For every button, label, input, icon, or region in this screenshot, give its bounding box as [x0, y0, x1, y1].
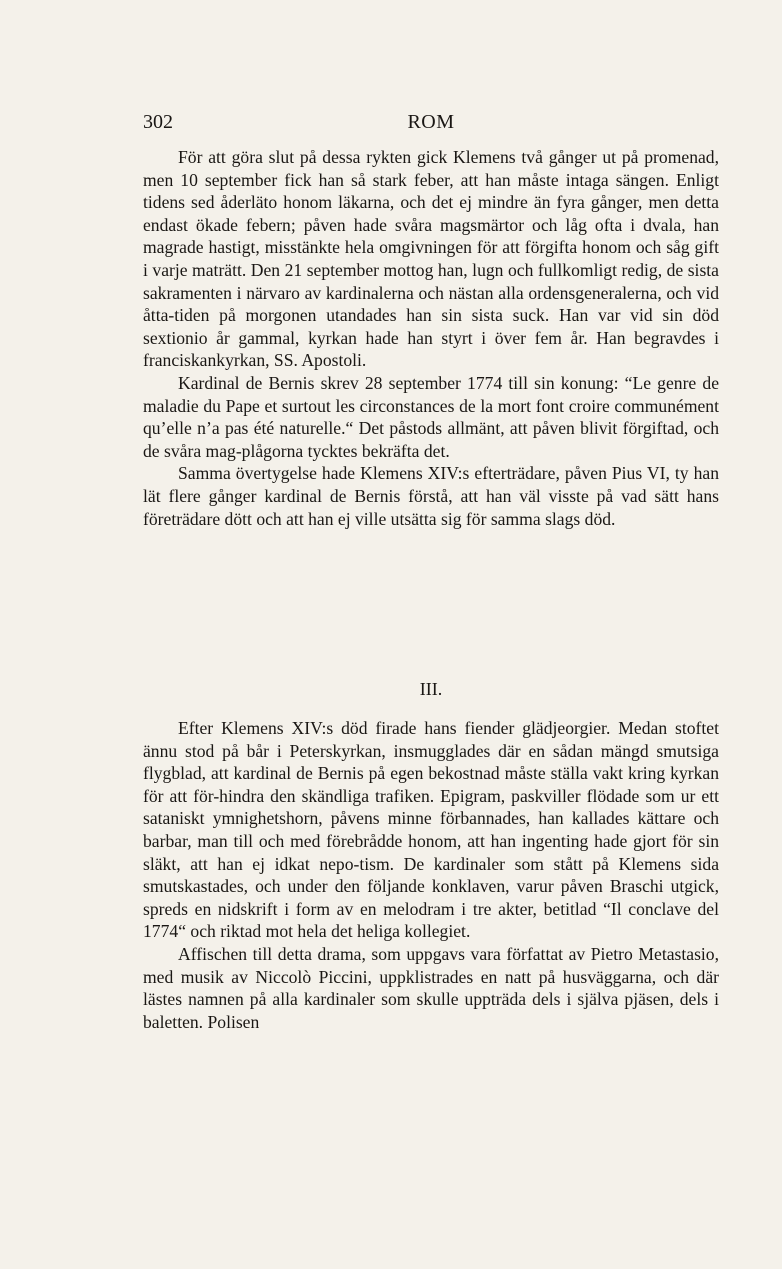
section-one-text — [143, 146, 719, 530]
paragraph: Efter Klemens XIV:s död firade hans fiender glädjeorgier. Medan stoftet ännu stod på bår i Peterskyrkan, insmugglades där en sådan mängd smutsiga flygblad, att kardinal de Bernis på egen bekostnad måste ställa vakt kring kyrkan för att för-hindra den skändliga trafiken. Epigram, paskviller flödade som ur ett sataniskt ymnighetshorn, påvens minne förbannades, han kallades kättare och barbar, man till och med förebrådde honom, att han ingenting hade gjort för sin släkt, att han ej idkat nepo-tism. De kardinaler som stått på Klemens sida smutskastades, och under den följande konklaven, varur påven Braschi utgick, spreds en nidskrift i form av en melodram i tre akter, betitlad “Il conclave del 1774“ och riktad mot hela det heliga kollegiet. — [143, 718, 719, 942]
paragraph: Kardinal de Bernis skrev 28 september 1774 till sin konung: “Le genre de maladie du Pape et surtout les circonstances de la mort font croire communément qu’elle n’a pas été naturelle.“ Det påstods allmänt, att påven blivit förgiftad, och de svåra mag-plågorna tycktes bekräfta det. — [143, 372, 719, 461]
section-two-text — [143, 717, 719, 1033]
running-head: ROM — [407, 111, 455, 133]
page-number: 302 — [143, 111, 173, 133]
section-heading: III. — [419, 679, 443, 699]
paragraph: Affischen till detta drama, som uppgavs vara författat av Pietro Metastasio, med musik av Niccolò Piccini, uppklistrades en natt på husväggarna, och där lästes namnen på alla kardinaler som skulle uppträda dels i själva pjäsen, dels i baletten. Polisen — [143, 943, 719, 1032]
paragraph: För att göra slut på dessa rykten gick Klemens två gånger ut på promenad, men 10 september fick han så stark feber, att han måste intaga sängen. Enligt tidens sed åderläto honom läkarna, och det ej mindre än fyra gånger, men detta endast ökade febern; påven hade svåra magsmärtor och låg ofta i dvala, han magrade hastigt, misstänkte hela omgivningen för att förgifta honom och såg gift i varje maträtt. Den 21 september mottog han, lugn och fullkomligt redig, de sista sakramenten i närvaro av kardinalerna och nästan alla ordensgeneralerna, och vid åtta-tiden på morgonen utandades han sin sista suck. Han var vid sin död sextionio år gammal, kyrkan hade han styrt i över fem år. Han begravdes i franciskankyrkan, SS. Apostoli. — [143, 147, 719, 371]
paragraph: Samma övertygelse hade Klemens XIV:s efterträdare, påven Pius VI, ty han lät flere gånger kardinal de Bernis förstå, att han väl visste på vad sätt hans företrädare dött och att han ej ville utsätta sig för samma slags död. — [143, 463, 719, 529]
